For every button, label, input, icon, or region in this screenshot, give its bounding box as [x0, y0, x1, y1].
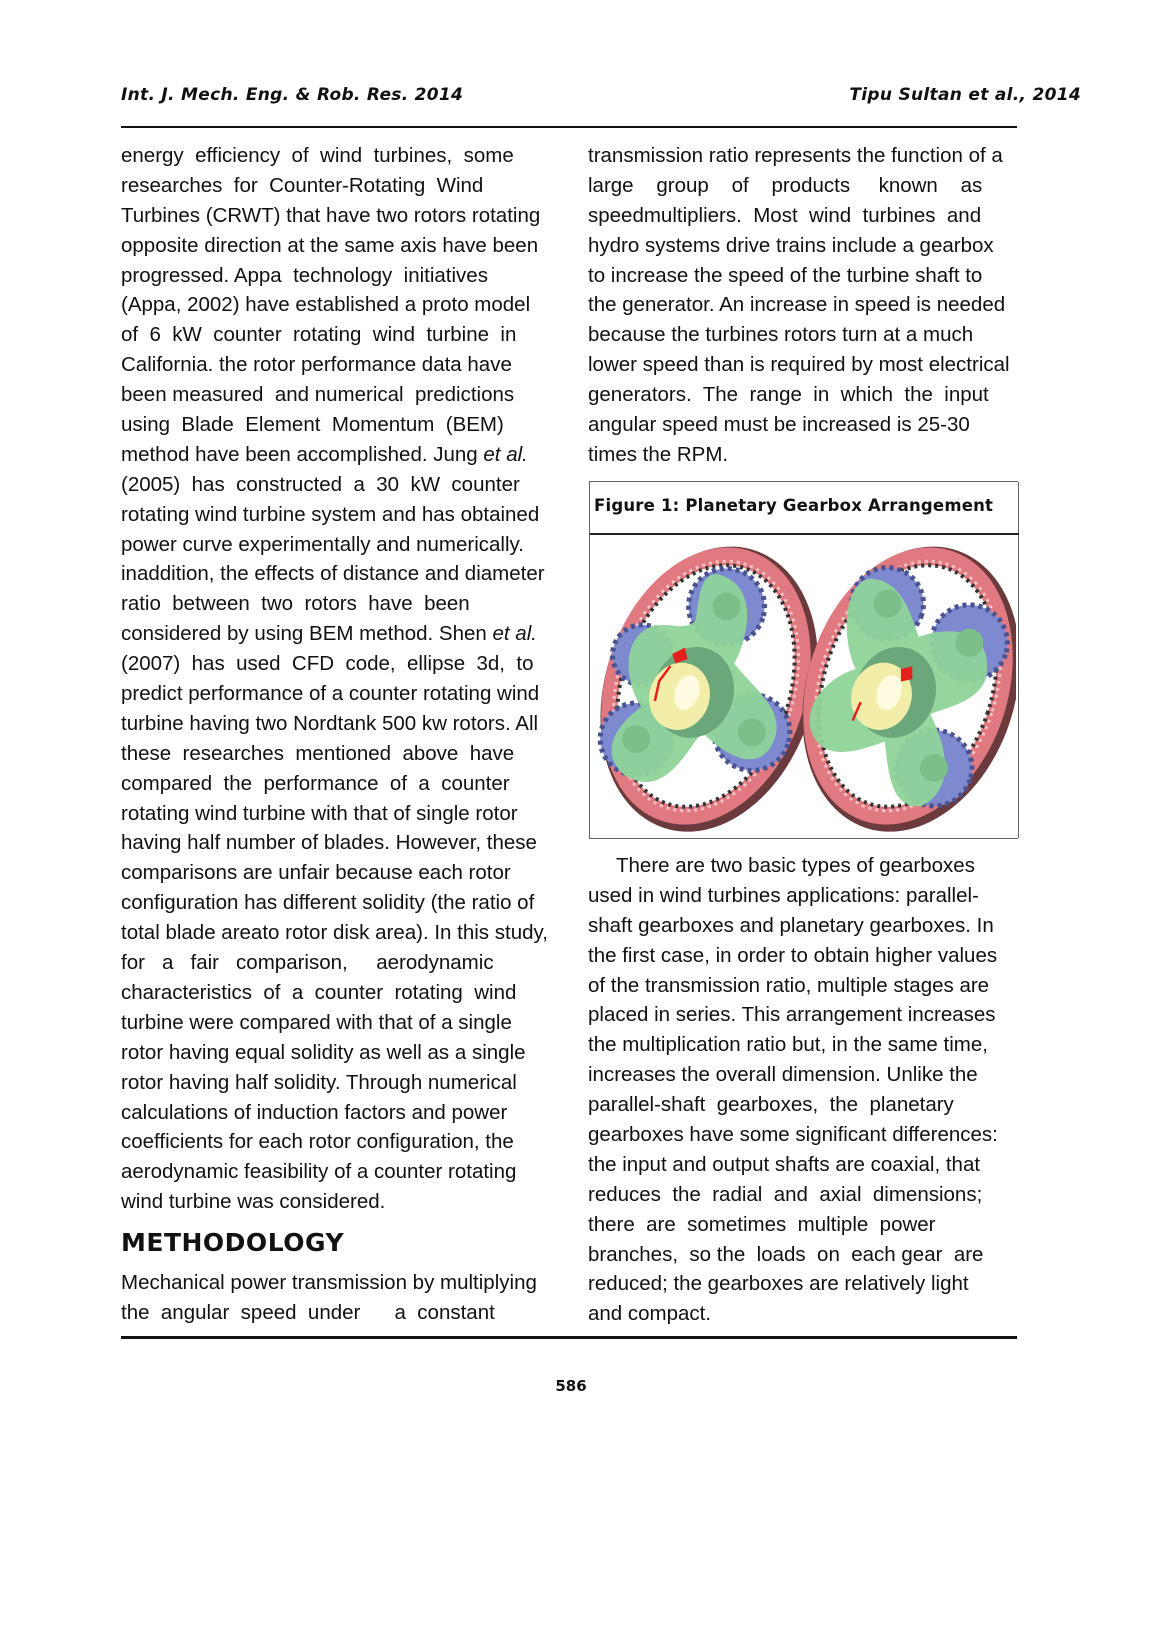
text-line: there are sometimes multiple power: [588, 1212, 936, 1236]
text-line: the generator. An increase in speed is needed: [588, 293, 1006, 317]
citation-etal: et al.: [492, 622, 537, 646]
figure-caption: Figure 1: Planetary Gearbox Arrangement: [594, 496, 994, 515]
text-line: for a fair comparison, aerodynamic: [121, 951, 494, 975]
text-line: generators. The range in which the input: [588, 383, 989, 407]
text-line: reduced; the gearboxes are relatively light: [588, 1272, 969, 1296]
text-line: calculations of induction factors and power: [121, 1100, 508, 1124]
text-line: coefficients for each rotor configuration, the: [121, 1130, 514, 1154]
text-line: opposite direction at the same axis have been: [121, 233, 539, 257]
text-line: times the RPM.: [588, 442, 729, 466]
text-line: characteristics of a counter rotating wind: [121, 980, 517, 1004]
page-number: 586: [555, 1377, 587, 1395]
left-column: [121, 141, 589, 1217]
text-line: angular speed must be increased is 25-30: [588, 413, 970, 437]
text-line: increases the overall dimension. Unlike the: [588, 1063, 978, 1087]
text-line: ratio between two rotors have been: [121, 592, 470, 616]
text-line: turbine were compared with that of a single: [121, 1010, 512, 1034]
text-line: the first case, in order to obtain higher values: [588, 943, 998, 967]
figure-1: [589, 481, 1018, 839]
text-line: turbine having two Nordtank 500 kw rotors. All: [121, 711, 539, 735]
text-line: [121, 619, 589, 649]
figure-border: [1018, 482, 1019, 838]
text-line: rotating wind turbine with that of single rotor: [121, 801, 518, 825]
footer-rule: [121, 1336, 1017, 1339]
text-line: used in wind turbines applications: parallel-: [588, 883, 979, 907]
text-line: power curve experimentally and numerically.: [121, 532, 524, 556]
text-line: There are two basic types of gearboxes: [616, 854, 975, 877]
text-line: the input and output shafts are coaxial, that: [588, 1152, 981, 1176]
text-line: placed in series. This arrangement increases: [588, 1003, 996, 1027]
section-heading-methodology: METHODOLOGY: [121, 1228, 345, 1257]
text-line: progressed. Appa technology initiatives: [121, 263, 488, 287]
text-line: researches for Counter-Rotating Wind: [121, 173, 484, 197]
text-line: Turbines (CRWT) that have two rotors rotating: [121, 203, 541, 227]
text-line: transmission ratio represents the function of a: [588, 144, 1003, 167]
text-line: hydro systems drive trains include a gearbox: [588, 233, 994, 257]
text-line: branches, so the loads on each gear are: [588, 1242, 984, 1266]
text-line: total blade areato rotor disk area). In this study,: [121, 921, 548, 945]
text-line: shaft gearboxes and planetary gearboxes. In: [588, 913, 994, 937]
text-line: rotor having equal solidity as well as a single: [121, 1040, 526, 1064]
text-line: using Blade Element Momentum (BEM): [121, 413, 504, 437]
text-line: rotor having half solidity. Through numerical: [121, 1070, 517, 1094]
citation-etal: et al.: [483, 442, 528, 466]
text-line: (Appa, 2002) have established a proto model: [121, 293, 531, 317]
text-line: having half number of blades. However, these: [121, 831, 537, 855]
text-line: [121, 440, 589, 470]
text-fragment: method have been accomplished. Jung: [121, 442, 484, 466]
text-line: the angular speed under a constant: [121, 1300, 495, 1324]
text-line: of the transmission ratio, multiple stages are: [588, 973, 990, 997]
text-line: to increase the speed of the turbine shaft to: [588, 263, 983, 287]
text-line: reduces the radial and axial dimensions;: [588, 1182, 983, 1206]
right-column-top: [588, 141, 1056, 470]
journal-title: Int. J. Mech. Eng. & Rob. Res. 2014: [121, 85, 464, 105]
figure-divider: [590, 533, 1019, 535]
text-line: (2005) has constructed a 30 kW counter: [121, 472, 520, 496]
text-line: rotating wind turbine system and has obtained: [121, 502, 540, 526]
text-line: lower speed than is required by most electrical: [588, 353, 1010, 377]
text-line: large group of products known as: [588, 173, 983, 197]
planetary-gearbox-illustration: [596, 540, 1016, 832]
text-line: these researches mentioned above have: [121, 741, 515, 765]
text-line: because the turbines rotors turn at a much: [588, 323, 974, 347]
text-line: aerodynamic feasibility of a counter rotating: [121, 1160, 517, 1184]
text-line: gearboxes have some significant differences:: [588, 1123, 998, 1147]
text-line: inaddition, the effects of distance and diameter: [121, 562, 545, 586]
text-line: and compact.: [588, 1302, 712, 1326]
right-column-bottom: [588, 851, 1056, 1329]
text-line: compared the performance of a counter: [121, 771, 510, 795]
text-line: configuration has different solidity (the ratio of: [121, 891, 535, 915]
text-line: (2007) has used CFD code, ellipse 3d, to: [121, 652, 534, 676]
text-line: Mechanical power transmission by multiplying: [121, 1271, 537, 1294]
running-header: [121, 80, 1081, 110]
text-line: parallel-shaft gearboxes, the planetary: [588, 1093, 954, 1117]
text-line: the multiplication ratio but, in the same time,: [588, 1033, 988, 1057]
methodology-paragraph: [121, 1268, 581, 1328]
author-citation: Tipu Sultan et al., 2014: [849, 85, 1081, 105]
text-line: predict performance of a counter rotating wind: [121, 682, 540, 706]
text-line: California. the rotor performance data have: [121, 353, 512, 377]
text-line: comparisons are unfair because each rotor: [121, 861, 511, 885]
text-line: speedmultipliers. Most wind turbines and: [588, 203, 982, 227]
text-line: wind turbine was considered.: [121, 1190, 386, 1214]
text-line: energy efficiency of wind turbines, some: [121, 144, 514, 167]
header-rule: [121, 126, 1017, 128]
text-line: been measured and numerical predictions: [121, 383, 515, 407]
text-fragment: considered by using BEM method. Shen: [121, 622, 493, 646]
text-line: of 6 kW counter rotating wind turbine in: [121, 323, 517, 347]
